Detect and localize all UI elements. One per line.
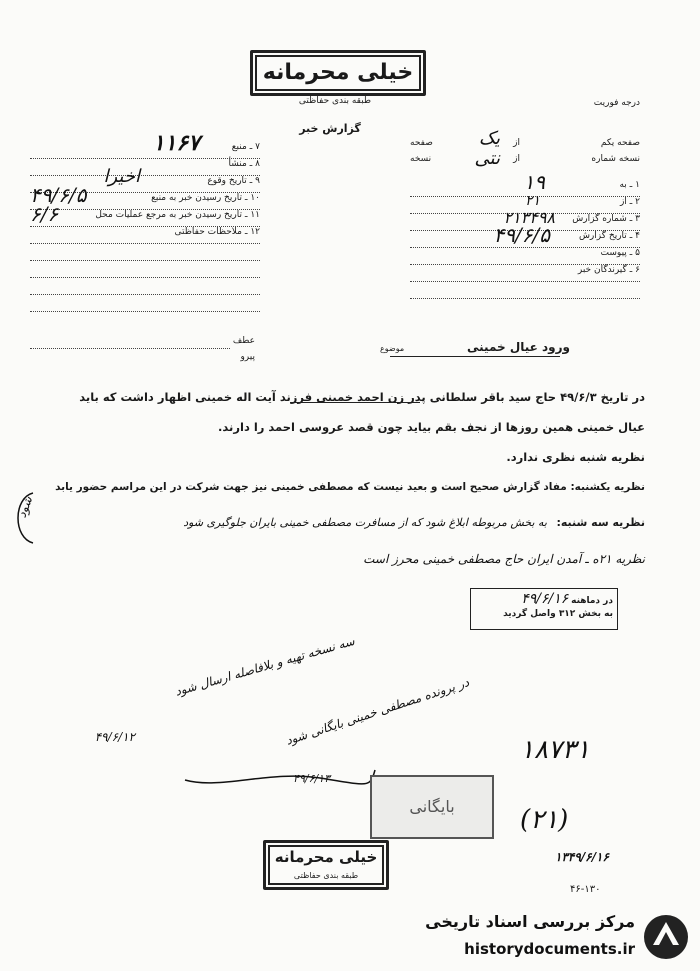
field-origin: ۸ ـ منشأ bbox=[30, 159, 260, 176]
subject-label: موضوع bbox=[380, 344, 405, 353]
field-protection-notes: ۱۲ ـ ملاحظات حفاظتی bbox=[30, 227, 260, 244]
footer-classification-stamp: خیلی محرمانه طبقه بندی حفاظتی bbox=[263, 840, 389, 890]
field-local-date: ۱۱ ـ تاریخ رسیدن خبر به مرجع عملیات محل ۶/۶ bbox=[30, 202, 260, 226]
signature-scribble bbox=[180, 760, 380, 805]
footer-date: ۱۳۴۹/۶/۱۶ bbox=[555, 850, 609, 864]
hand-note-1: سه نسخه تهیه و بلافاصله ارسال شود bbox=[173, 633, 357, 699]
watermark-url: historydocuments.ir bbox=[464, 940, 635, 958]
hand-note-3: در پرونده مصطفی خمینی بایگانی شود bbox=[284, 675, 471, 748]
hand-note-2: ۴۹/۶/۱۲ bbox=[94, 730, 135, 744]
watermark-title: مرکز بررسی اسناد تاریخی bbox=[425, 912, 635, 931]
margin-bracket bbox=[8, 488, 38, 548]
watermark-logo bbox=[641, 912, 691, 962]
footer-code: ۴۶-۱۳۰ bbox=[570, 884, 601, 895]
report-body bbox=[30, 382, 645, 502]
hand-lower-ref: (۲۱) bbox=[520, 805, 569, 835]
field-copy: نسخه شماره از نسخه نتی bbox=[410, 148, 640, 169]
body-line-1: در تاریخ ۴۹/۶/۳ حاج سید باقر سلطانی پدر زن احمد خمینی فرزند آیت اله خمینی اظهار داشت که باید bbox=[79, 390, 645, 404]
field-source-date: ۱۰ ـ تاریخ رسیدن خبر به منبع ۴۹/۶/۵ bbox=[30, 193, 260, 210]
classification-stamp bbox=[250, 50, 426, 96]
field-source: ۷ ـ منبع ۱۱۶۷ bbox=[30, 142, 260, 159]
subject-value: ورود عیال خمینی bbox=[467, 340, 570, 354]
subject-row bbox=[380, 340, 640, 354]
right-fields bbox=[410, 128, 640, 299]
field-to: ۱ ـ به ۱۹ bbox=[410, 180, 640, 197]
ref-label: عطف bbox=[232, 336, 255, 346]
field-recipients: ۶ ـ گیرندگان خبر bbox=[410, 265, 640, 282]
classification-subtitle: طبقه بندی حفاظتی bbox=[298, 96, 372, 106]
form-title: گزارش خبر bbox=[299, 122, 361, 135]
opinion-saturday: نظریه شنبه نظری ندارد. bbox=[506, 450, 645, 464]
field-report-date: ۴ ـ تاریخ گزارش ۴۹/۶/۵ bbox=[410, 231, 640, 248]
archive-stamp: بایگانی bbox=[370, 775, 494, 839]
field-from: ۲ ـ از ۲۱ bbox=[410, 197, 640, 214]
hand-number: ۱۸۷۳۱ bbox=[520, 735, 590, 765]
field-page: صفحه یکم از صفحه یک bbox=[410, 128, 640, 149]
priority-label: درجه فوریت bbox=[593, 98, 640, 108]
field-report-number: ۳ ـ شماره گزارش ۲۱۳۴۹۸ bbox=[410, 214, 640, 231]
opinion-sunday: نظریه یکشنبه: مفاد گزارش صحیح است و بعید نیست که مصطفی خمینی نیز جهت شرکت در این مراسم حضور یابد bbox=[55, 481, 645, 493]
hand-note-4: ۴۹/۶/۱۳ bbox=[293, 772, 330, 785]
body-line-2: عیال خمینی همین روزها از نجف بقم بیاید چون قصد عروسی احمد را دارند. bbox=[218, 420, 645, 434]
ref2-label: پیرو bbox=[240, 352, 255, 362]
field-occurrence-date: ۹ ـ تاریخ وقوع اخیرا bbox=[30, 176, 260, 193]
classification-text: خیلی محرمانه bbox=[262, 60, 414, 85]
opinion-sunday-note: شود bbox=[14, 494, 36, 520]
opinion-note-hand: نظریه ۲۱ه ـ آمدن ایران حاج مصطفی خمینی محرز است bbox=[363, 552, 645, 566]
opinion-tuesday: نظریه سه شنبه: به بخش مربوطه ابلاغ شود که از مسافرت مصطفی خمینی بایران جلوگیری شود bbox=[183, 516, 645, 529]
left-fields bbox=[30, 130, 260, 312]
receipt-stamp: در دماهنه ۴۹/۶/۱۶ به بخش ۳۱۲ واصل گردید bbox=[470, 588, 618, 630]
field-attachment: ۵ ـ پیوست bbox=[410, 248, 640, 265]
watermark bbox=[405, 908, 695, 968]
